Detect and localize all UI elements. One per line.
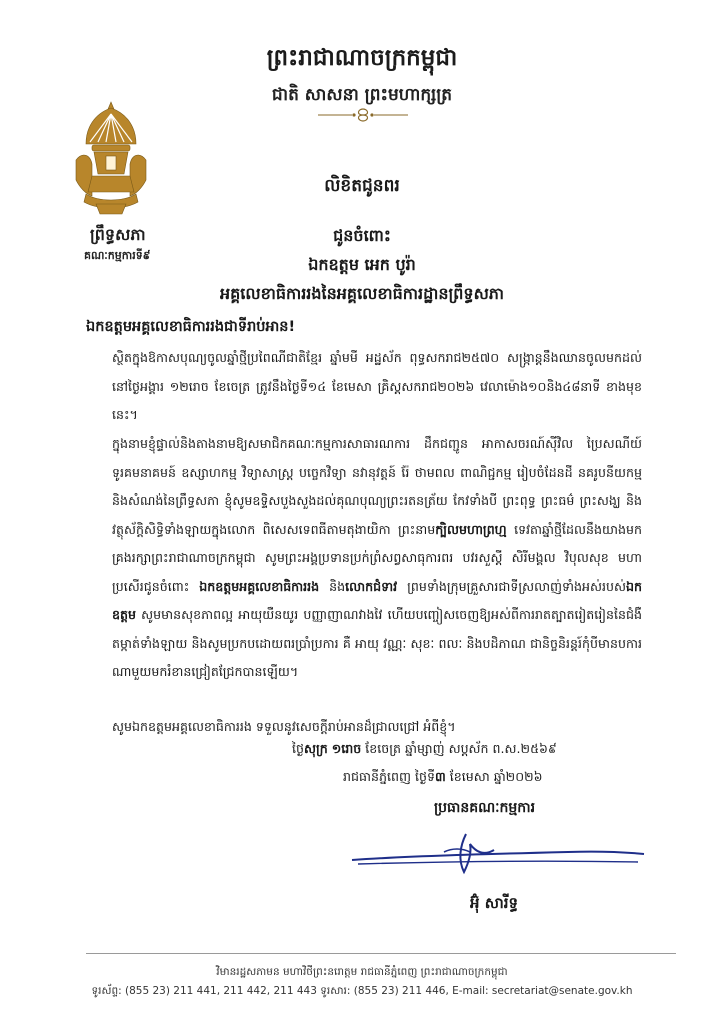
national-motto: ជាតិ សាសនា ព្រះមហាក្សត្រ [271, 85, 453, 105]
footer-contact: ទូរស័ព្ទ: (855 23) 211 441, 211 442, 211 443 ទូរសារ: (855 23) 211 446, E-mail: secretariat@senate.gov.kh [91, 985, 633, 997]
signer-title: ប្រធានគណៈកម្មការ [434, 800, 536, 816]
lunar-date-prefix: ថ្ងៃ [292, 741, 304, 756]
signer-name: អ៊ុំ សារីទ្ធ [470, 894, 519, 912]
honorific-recipient: ឯកឧត្តមអគ្គលេខាធិការរង [199, 578, 320, 594]
goddess-name: ក្បិលមហាព្រហ្ម [435, 521, 507, 537]
kingdom-heading: ព្រះរាជាណាចក្រកម្ពុជា [266, 44, 458, 71]
paragraph-3: សូមឯកឧត្តមអគ្គលេខាធិការរង ទទួលនូវសេចក្តីរាប់អានដ៏ជ្រាលជ្រៅ អំពីខ្ញុំ។ [112, 719, 456, 734]
paragraph-2-part-d: ព្រមទាំងក្រុមគ្រួសារជាទីស្រលាញ់ទាំងអស់របស់ [397, 578, 626, 594]
handwritten-signature-icon [348, 826, 648, 882]
paragraph-1: ស្ថិតក្នុងឱកាសបុណ្យចូលឆ្នាំថ្មីប្រពៃណីជាតិខ្មែរ ឆ្នាំមមី អដ្ឋស័ក ពុទ្ធសករាជ២៥៧០ សង្ក្រាន្តនឹងឈានចូលមកដល់នៅថ្ងៃអង្គារ ១២រោច ខែចេត្រ ត្រូវនឹងថ្ងៃទី១៤ ខែមេសា គ្រិស្តសករាជ២០២៦ វេលាម៉ោង១០និង៤៨នាទី ខាងមុខនេះ។ [112, 350, 642, 422]
honorific-spouse: លោកជំទាវ [345, 578, 398, 594]
senate-name: ព្រឹទ្ធសភា [90, 225, 146, 244]
paragraph-2-part-a: ក្នុងនាមខ្ញុំផ្ទាល់និងតាងនាមឱ្យសមាជិកគណៈកម្មការសាធារណការ ដឹកជញ្ជូន អាកាសចរណ៍ស៊ីវិល ប្រៃសណីយ៍ ទូរគមនាគមន៍ ឧស្សាហកម្ម វិទ្យាសាស្ត្រ បច្ចេកវិទ្យា នវានុវត្តន៍ រ៉ែ ថាមពល ពាណិជ្ជកម្ម រៀបចំដែនដី នគរូបនីយកម្ម និងសំណង់នៃព្រឹទ្ធសភា ខ្ញុំសូមឧទ្ទិសបួងសួងដល់គុណបុណ្យព្រះរតនត្រ័យ កែវទាំងបី ព្រះពុទ្ធ ព្រះធម៌ ព្រះសង្ឃ និងវត្ថុស័ក្តិសិទ្ធិទាំងឡាយក្នុងលោក ពិសេសទេពធីតាមតុងាយិកា ព្រះនាម [112, 436, 642, 537]
lunar-date [292, 741, 557, 760]
ornament-divider-icon [318, 106, 408, 124]
lunar-day: សុក្រ [304, 741, 328, 756]
committee-name: គណៈកម្មការទី៩ [84, 249, 151, 262]
paragraph-2-part-e: សូមមានសុខភាពល្អ អាយុយឺនយូរ បញ្ញាញាណវាងវៃ ហើយបញ្ចៀសចេញឱ្យអស់ពីការរាតត្បាតរៀតរៀននៃជំងឺតម្កាត់ទាំងឡាយ និងសូមប្រកបដោយពរប្រាំប្រការ គឺ អាយុ វណ្ណៈ សុខៈ ពលៈ និងបដិភាណ ជានិច្ចនិរន្តរ៍កុំបីមានបការណាមួយមករំខានជ្រៀតជ្រែកបានឡើយ។ [112, 607, 642, 679]
lunar-date-suffix: ខែចេត្រ ឆ្នាំម្សាញ់ សប្តស័ក ព.ស.២៥៦៩ [361, 741, 557, 756]
recipient-title: អគ្គលេខាធិការរងនៃអគ្គលេខាធិការដ្ឋានព្រឹទ្ធសភា [219, 284, 505, 303]
honorific-excellency: ឯកឧត្តម [112, 578, 642, 622]
solar-date-suffix: ខែមេសា ឆ្នាំ២០២៦ [445, 769, 543, 784]
solar-date-prefix: រាជធានីភ្នំពេញ ថ្ងៃទី [343, 769, 435, 784]
solar-date [343, 769, 543, 788]
footer-address: វិមានរដ្ឋសភាមន មហាវិថីព្រះនរោត្តម រាជធានីភ្នំពេញ ព្រះរាជាណាចក្រកម្ពុជា [216, 966, 508, 978]
paragraph-2-part-b: ទេវតាឆ្នាំថ្មីដែលនឹងយាងមកគ្រងរក្សាព្រះរាជាណាចក្រកម្ពុជា សូមព្រះអង្គប្រទានប្រក់ព្រំសព្វសាធុការពរ បវរសួស្តី សិរីមង្គល វិបុលសុខ មហាប្រសើរជូនចំពោះ [112, 521, 642, 594]
solar-day: ៣ [434, 769, 446, 784]
footer-divider [86, 953, 676, 954]
paragraph-2 [112, 430, 642, 687]
addressee-prefix: ជូនចំពោះ [333, 226, 391, 245]
salutation: ឯកឧត្តមអគ្គលេខាធិការរងជាទីរាប់អាន! [86, 319, 296, 335]
paragraph-2-part-c: និង [319, 578, 346, 594]
lunar-ordinal: ១រោច [331, 741, 362, 756]
recipient-name: ឯកឧត្តម អេក បូរ៉ា [308, 255, 416, 274]
letter-title: លិខិតជូនពរ [324, 176, 400, 196]
